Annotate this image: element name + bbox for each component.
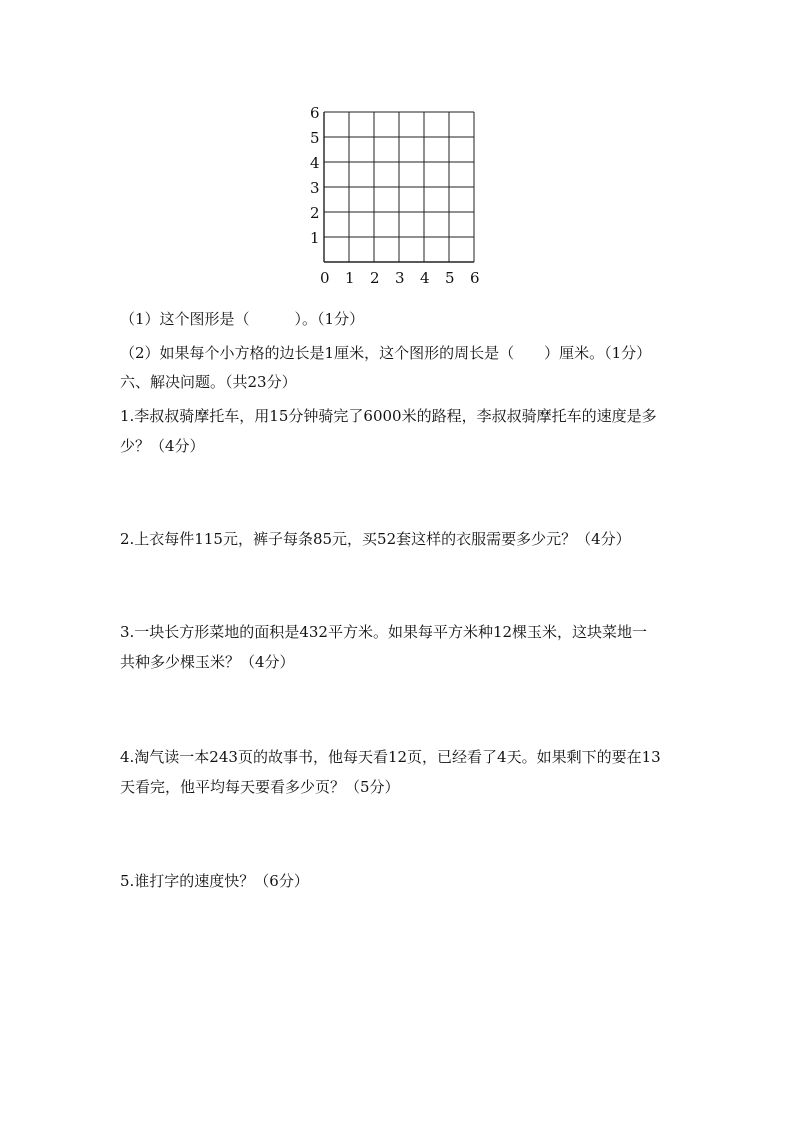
y-axis-tick-label: 5	[310, 129, 320, 147]
question-2: （2）如果每个小方格的边长是1厘米，这个图形的周长是（ ）厘米。（1分）	[120, 344, 652, 362]
question-1: （1）这个图形是（ ）。（1分）	[120, 310, 365, 328]
problem-4	[120, 742, 680, 802]
x-axis-tick-label: 1	[345, 269, 355, 287]
y-axis-tick-label: 2	[310, 204, 320, 222]
problem-2-line-1: 2.上衣每件115元，裤子每条85元，买52套这样的衣服需要多少元？（4分）	[120, 530, 631, 548]
problem-1-line-1: 1.李叔叔骑摩托车，用15分钟骑完了6000米的路程，李叔叔骑摩托车的速度是多	[120, 407, 657, 425]
grid-figure	[306, 104, 482, 294]
x-axis-tick-label: 4	[420, 269, 430, 287]
y-axis-tick-label: 3	[310, 179, 320, 197]
problem-3	[120, 617, 680, 677]
x-axis-tick-label: 3	[395, 269, 405, 287]
problem-4-line-2: 天看完，他平均每天要看多少页？（5分）	[120, 778, 400, 796]
section-title: 六、解决问题。（共23分）	[120, 373, 297, 391]
y-axis-tick-label: 1	[310, 229, 320, 247]
y-axis-tick-label: 4	[310, 154, 320, 172]
x-axis-tick-label: 5	[445, 269, 455, 287]
problem-5-line-1: 5.谁打字的速度快？（6分）	[120, 872, 309, 890]
problem-3-line-2: 共种多少棵玉米？（4分）	[120, 653, 295, 671]
x-axis-tick-label: 6	[470, 269, 480, 287]
problem-1	[120, 401, 680, 461]
coordinate-grid	[306, 104, 482, 294]
problem-1-line-2: 少？（4分）	[120, 437, 205, 455]
y-axis-tick-label: 6	[310, 104, 320, 122]
problem-5	[120, 866, 680, 896]
x-axis-tick-label: 2	[370, 269, 380, 287]
problem-2	[120, 524, 680, 554]
problem-3-line-1: 3.一块长方形菜地的面积是432平方米。如果每平方米种12棵玉米，这块菜地一	[120, 623, 648, 641]
x-axis-tick-label: 0	[320, 269, 330, 287]
problem-4-line-1: 4.淘气读一本243页的故事书，他每天看12页，已经看了4天。如果剩下的要在13	[120, 748, 661, 766]
